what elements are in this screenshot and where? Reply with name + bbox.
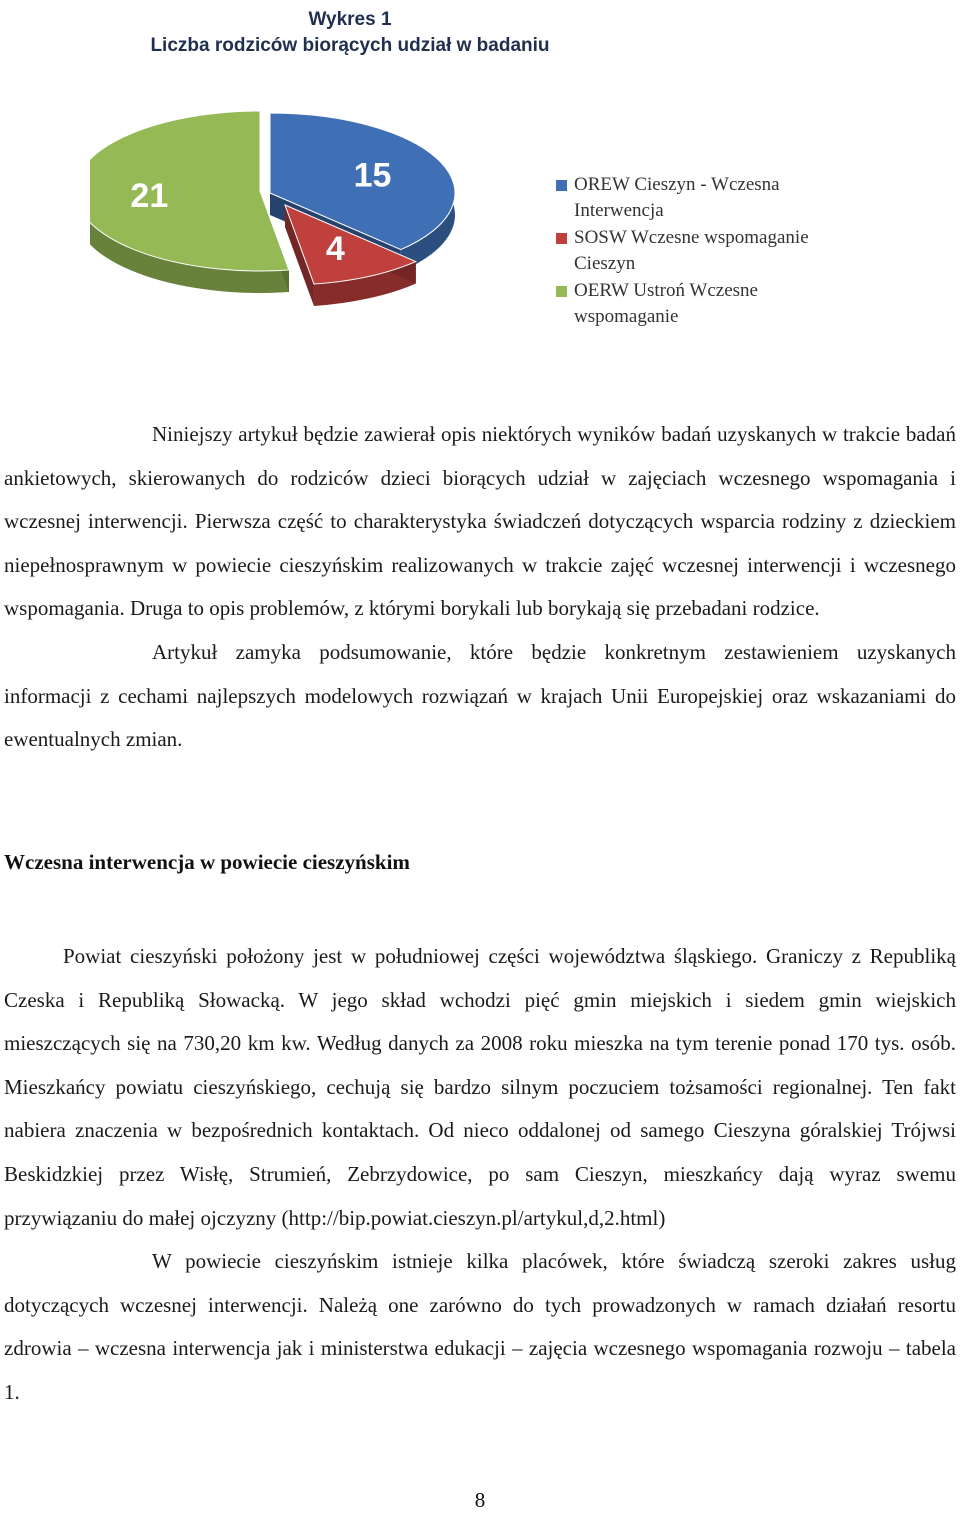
data-label-sosw: 4	[325, 229, 345, 268]
paragraph-summary: Artykuł zamyka podsumowanie, które będzie konkretnym zestawieniem uzyskanych informacji z cechami najlepszych modelowych rozwiązań w krajach Unii Europejskiej oraz wskazaniami do ewentualnych zmian.	[4, 639, 956, 752]
legend-swatch-oerw	[556, 286, 567, 297]
chart-title: Wykres 1	[308, 9, 392, 30]
legend-label-oerw-line1: OERW Ustroń Wczesne	[574, 280, 758, 301]
paragraph-placowki: W powiecie cieszyńskim istnieje kilka placówek, które świadczą szeroki zakres usług dotyczących wczesnej interwencji. Należą one zarówno do tych prowadzonych w ramach działań resortu zdrowia – wczesna interwencja jak i ministerstwa edukacji – zajęcia wczesnego wspomagania rozwoju – tabela 1.	[4, 1249, 956, 1404]
section-body	[4, 935, 956, 1415]
section-heading: Wczesna interwencja w powiecie cieszyńskim	[4, 850, 410, 874]
chart-subtitle: Liczba rodziców biorących udział w badaniu	[150, 35, 550, 56]
legend-item-oerw	[556, 278, 856, 330]
chart-legend	[556, 172, 856, 331]
legend-label-orew-line1: OREW Cieszyn - Wczesna	[574, 174, 780, 195]
legend-item-sosw	[556, 225, 856, 277]
paragraph-intro: Niniejszy artykuł będzie zawierał opis niektórych wyników badań uzyskanych w trakcie badań ankietowych, skierowanych do rodziców dzieci biorących udział w zajęciach wczesnego wspomagania i wczesnej interwencji. Pierwsza część to charakterystyka świadczeń dotyczących wsparcia rodziny z dzieckiem niepełnosprawnym w powiecie cieszyńskim realizowanych w trakcie zajęć wczesnej interwencji i wczesnego wspomagania. Druga to opis problemów, z którymi borykali lub borykają się przebadani rodzice.	[4, 422, 956, 621]
pie-chart	[90, 110, 490, 330]
legend-label-sosw-line1: SOSW Wczesne wspomaganie	[574, 227, 809, 248]
data-label-oerw: 21	[130, 176, 169, 215]
legend-swatch-sosw	[556, 233, 567, 244]
legend-label-orew-line2: Interwencja	[574, 200, 664, 221]
legend-label-sosw-line2: Cieszyn	[574, 253, 636, 274]
paragraph-powiat: Powiat cieszyński położony jest w południowej części województwa śląskiego. Graniczy z Republiką Czeska i Republiką Słowacką. W jego skład wchodzi pięć gmin miejskich i siedem gmin wiejskich mieszczących się na 730,20 km kw. Według danych za 2008 roku mieszka na tym terenie ponad 170 tys. osób. Mieszkańcy powiatu cieszyńskiego, cechują się bardzo silnym poczuciem tożsamości regionalnej. Ten fakt nabiera znaczenia w bezpośrednich kontaktach. Od nieco oddalonej od samego Cieszyna góralskiej Trójwsi Beskidzkiej przez Wisłę, Strumień, Zebrzydowice, po sam Cieszyn, mieszkańcy dają wyraz swemu przywiązaniu do małej ojczyzny (http://bip.powiat.cieszyn.pl/artykul,d,2.html)	[4, 944, 956, 1230]
intro-section	[4, 413, 956, 762]
legend-label-oerw-line2: wspomaganie	[574, 306, 679, 327]
page-number: 8	[474, 1488, 486, 1512]
legend-swatch-orew	[556, 180, 567, 191]
legend-item-orew	[556, 172, 856, 224]
data-label-orew: 15	[353, 156, 392, 195]
